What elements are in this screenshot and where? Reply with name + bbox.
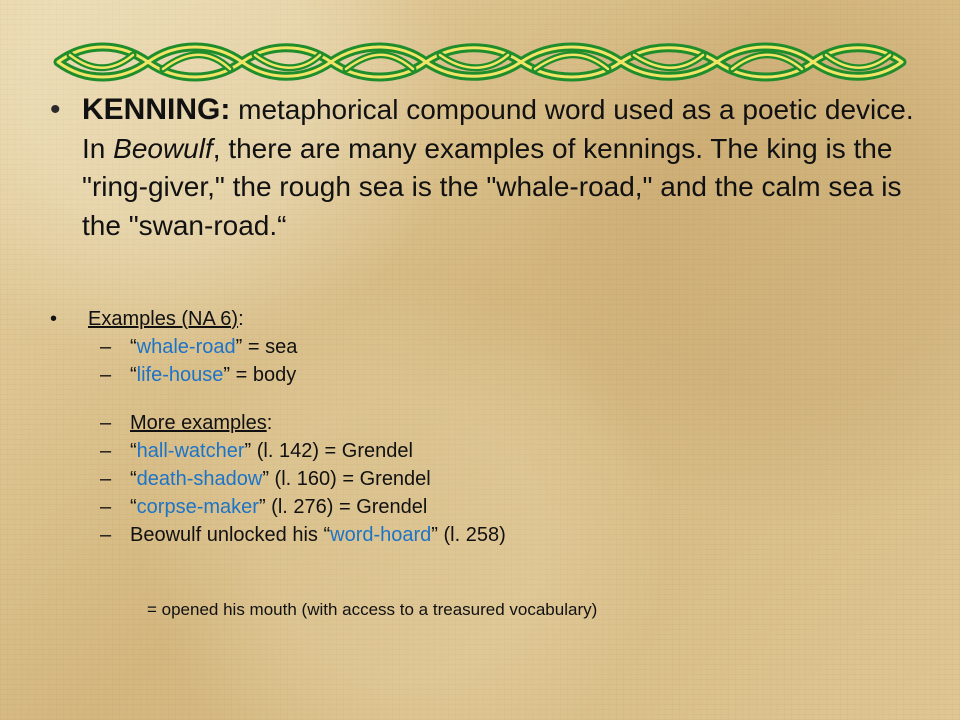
open-quote: “ <box>130 440 137 462</box>
example-text <box>130 493 427 521</box>
close-quote: ” <box>235 336 243 358</box>
examples-bullet-icon: • <box>50 308 58 330</box>
close-quote: ” <box>262 468 269 490</box>
kenning-definition-text <box>82 91 925 245</box>
more-examples-colon: : <box>266 412 273 434</box>
example-item <box>50 333 900 361</box>
open-quote: “ <box>130 364 137 386</box>
example-text <box>130 521 506 549</box>
main-bullet-icon: • <box>50 93 61 126</box>
kenning-highlight: whale-road <box>136 336 236 358</box>
beowulf-title: Beowulf <box>113 132 213 164</box>
open-quote: “ <box>323 524 331 546</box>
examples-heading-row <box>50 305 900 333</box>
examples-spacer <box>50 389 900 409</box>
kenning-highlight: word-hoard <box>330 524 432 546</box>
dash-icon: – <box>100 468 112 490</box>
example-meaning: (l. 160) = Grendel <box>269 468 431 490</box>
kenning-highlight: life-house <box>136 364 224 386</box>
close-quote: ” <box>223 364 231 386</box>
dash-icon: – <box>100 496 112 518</box>
example-meaning: = body <box>230 364 297 386</box>
example-text <box>130 465 431 493</box>
dash-icon: – <box>100 412 112 434</box>
kenning-highlight: death-shadow <box>136 468 263 490</box>
dash-icon: – <box>100 524 112 546</box>
example-lead-text: Beowulf unlocked his <box>130 524 324 546</box>
celtic-knot-border <box>50 38 910 86</box>
definition-part-1: metaphorical compound word used as a poetic device. In <box>82 94 914 164</box>
examples-heading <box>88 305 244 333</box>
examples-section <box>50 305 900 549</box>
example-text <box>130 437 413 465</box>
open-quote: “ <box>130 336 137 358</box>
word-hoard-explanation: = opened his mouth (with access to a treasured vocabulary) <box>147 600 598 619</box>
more-examples-heading <box>130 409 272 437</box>
open-quote: “ <box>130 496 137 518</box>
example-text <box>130 361 296 389</box>
examples-heading-label: Examples (NA 6) <box>88 308 239 330</box>
example-item <box>50 437 900 465</box>
example-text <box>130 333 297 361</box>
example-item <box>50 493 900 521</box>
more-examples-label: More examples <box>130 412 267 434</box>
definition-part-2: , there are many examples of kennings. The king is the "ring-giver," the rough sea is the "whale-road," and the calm sea is the "swan-road.“ <box>82 132 902 241</box>
kenning-highlight: hall-watcher <box>136 440 245 462</box>
example-meaning: (l. 276) = Grendel <box>265 496 428 518</box>
kenning-term: KENNING: <box>82 93 231 126</box>
dash-icon: – <box>100 364 112 386</box>
kenning-definition <box>50 91 925 245</box>
open-quote: “ <box>130 468 137 490</box>
kenning-highlight: corpse-maker <box>136 496 259 518</box>
close-quote: ” <box>431 524 438 546</box>
examples-heading-colon: : <box>238 308 244 330</box>
close-quote: ” <box>244 440 252 462</box>
example-item <box>50 521 900 549</box>
more-examples-heading-row <box>50 409 900 437</box>
example-item <box>50 465 900 493</box>
dash-icon: – <box>100 440 112 462</box>
example-item <box>50 361 900 389</box>
close-quote: ” <box>258 496 266 518</box>
example-meaning: (l. 258) <box>437 524 506 546</box>
example-meaning: = sea <box>242 336 298 358</box>
dash-icon: – <box>100 336 112 358</box>
example-meaning: (l. 142) = Grendel <box>251 440 413 462</box>
